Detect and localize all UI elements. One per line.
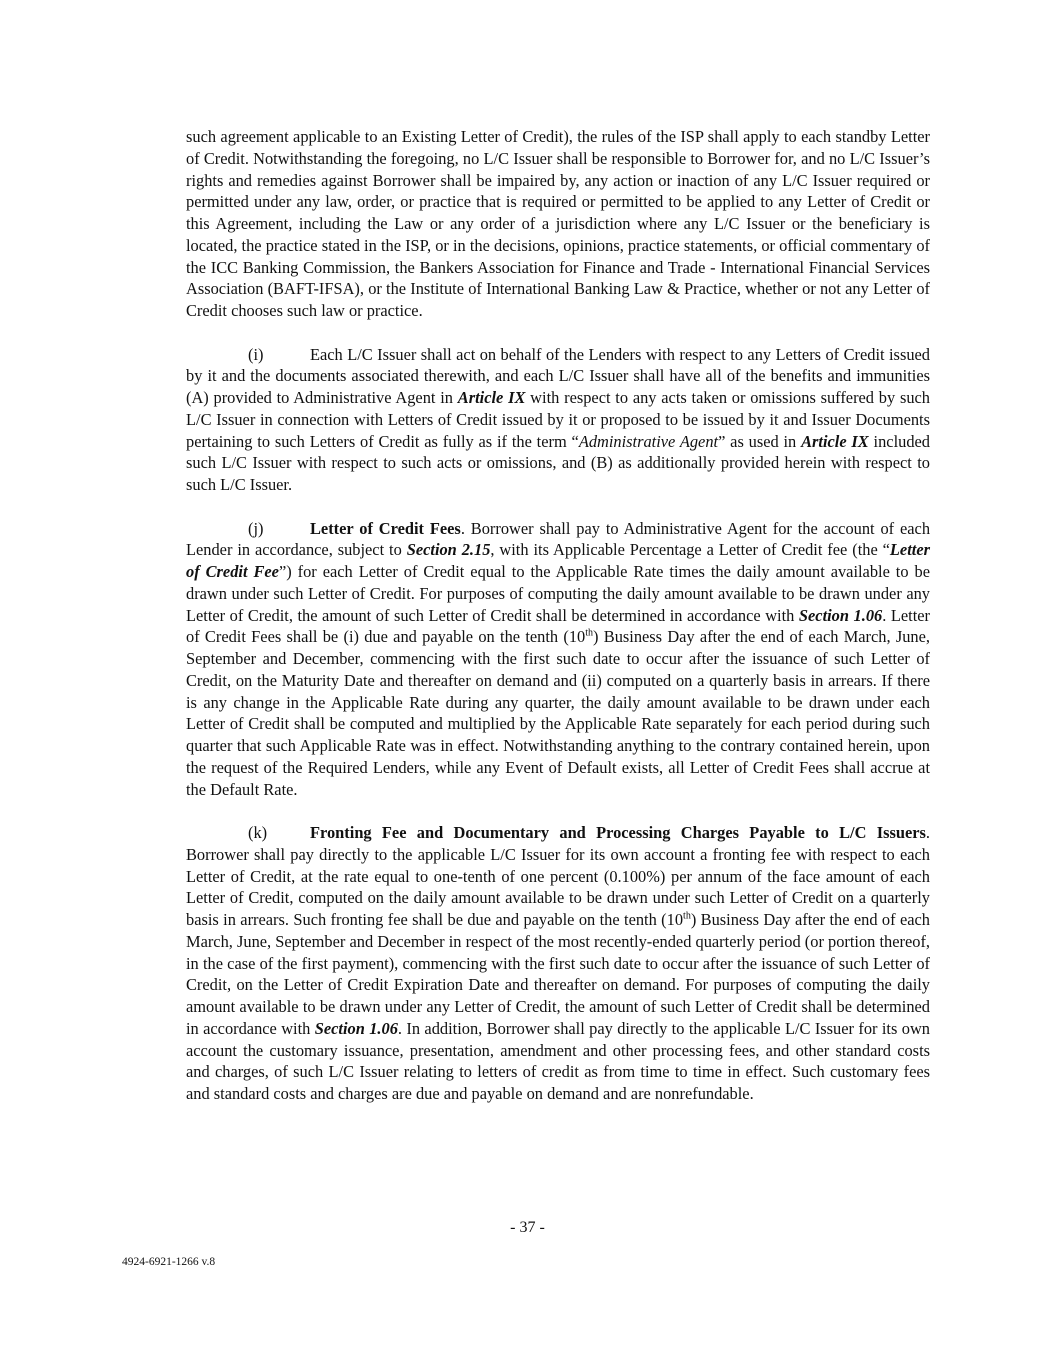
- ordinal-superscript: th: [585, 627, 594, 639]
- paragraph-k-text: . In addition, Borrower shall pay directly to the applicable L/C Issuer for its own account the customary issuance, presentation, amendment and other processing fees, and other standard costs and charges, of such L/C Issuer relating to letters of credit as from time to time in effect. Such customary fees and standard costs and charges are due and payable on demand and are nonrefundable.: [186, 1018, 930, 1103]
- paragraph-i-text: included such L/C Issuer with respect to such acts or omissions, and (B) as additionally provided herein with respect to such L/C Issuer.: [186, 431, 930, 494]
- paragraph-continuation: such agreement applicable to an Existing Letter of Credit), the rules of the ISP shall apply to each standby Letter of Credit. Notwithstanding the foregoing, no L/C Issuer shall be responsible to Borrower for, and no L/C Issuer’s rights and remedies against Borrower shall be impaired by, any action or inaction of any L/C Issuer required or permitted under any law, order, or practice that is required or permitted to be applied to any Letter of Credit or this Agreement, including the Law or any order of a jurisdiction where any L/C Issuer or the beneficiary is located, the practice stated in the ISP, or in the decisions, opinions, practice statements, or official commentary of the ICC Banking Commission, the Bankers Association for Finance and Trade - International Financial Services Association (BAFT-IFSA), or the Institute of International Banking Law & Practice, whether or not any Letter of Credit chooses such law or practice.: [186, 127, 930, 320]
- paragraph-j-text: . Borrower shall pay to Administrative Agent for the account of each Lender in accordance, subject to: [186, 518, 931, 560]
- paragraph-j-text: ”) for each Letter of Credit equal to the Applicable Rate times the daily amount available to be drawn under such Letter of Credit. For purposes of computing the daily amount available to be drawn under any Letter of Credit, the amount of such Letter of Credit shall be determined in accordance with: [186, 562, 930, 625]
- paragraph-i-text: with respect to any acts taken or omissions suffered by such L/C Issuer in connection with Letters of Credit issued by it or proposed to be issued by it and Issuer Documents pertaining to such Letters of Credit as fully as if the term “: [186, 388, 930, 451]
- section-reference: Section 2.15: [406, 540, 491, 560]
- paragraph-j-text: ) Business Day after the end of each March, June, September and December, commencing with the first such date to occur after the issuance of such Letter of Credit, on the Maturity Date and thereafter on demand and (ii) computed on a quarterly basis in arrears. If there is any change in the Applicable Rate during any quarter, the daily amount available to be drawn under each Letter of Credit shall be computed and multiplied by the Applicable Rate separately for each period during such quarter that such Applicable Rate was in effect. Notwithstanding anything to the contrary contained herein, upon the request of the Required Lenders, while any Event of Default exists, all Letter of Credit Fees shall accrue at the Default Rate.: [186, 627, 930, 799]
- paragraph-i-text: Each L/C Issuer shall act on behalf of the Lenders with respect to any Letters of Credit issued by it and the documents associated therewith, and each L/C Issuer shall have all of the benefits and immunities (A) provided to Administrative Agent in: [186, 344, 930, 407]
- paragraph-j-label: (j): [248, 518, 264, 538]
- page-number: - 37 -: [510, 1219, 545, 1236]
- section-reference: Section 1.06: [798, 605, 883, 625]
- paragraph-i-label: (i): [248, 344, 264, 364]
- section-reference: Section 1.06: [314, 1018, 398, 1038]
- defined-term: Administrative Agent: [578, 431, 719, 451]
- paragraph-j-text: . Letter of Credit Fees shall be (i) due and payable on the tenth (10: [186, 605, 930, 647]
- article-reference: Article IX: [457, 388, 526, 407]
- defined-term: Letter of Credit Fee: [186, 540, 930, 581]
- paragraph-k-text: ) Business Day after the end of each March, June, September and December in respect of the most recently-ended quarterly period (or portion thereof, in the case of the first payment), commencing with the first such date to occur after the issuance of such Letter of Credit, on the Letter of Credit Expiration Date and thereafter on demand. For purposes of computing the daily amount available to be drawn under any Letter of Credit, the amount of such Letter of Credit shall be determined in accordance with: [186, 910, 931, 1038]
- paragraph-k-label: (k): [248, 823, 268, 842]
- paragraph-j-text: , with its Applicable Percentage a Letter of Credit fee (the “: [490, 540, 890, 560]
- paragraph-k-text: . Borrower shall pay directly to the applicable L/C Issuer for its own account a fronting fee with respect to each Letter of Credit, at the rate equal to one-tenth of one percent (0.100%) per annum of the face amount of each Letter of Credit, computed on the daily amount available to be drawn under such Letter of Credit on a quarterly basis in arrears. Such fronting fee shall be due and payable on the tenth (10: [186, 823, 930, 929]
- paragraph-i: [186, 344, 930, 496]
- paragraph-i-text: ” as used in: [718, 431, 802, 451]
- paragraph-j: [186, 518, 930, 801]
- article-reference: Article IX: [801, 431, 869, 451]
- paragraph-j-heading: Letter of Credit Fees: [310, 518, 461, 538]
- paragraph-k-heading: Fronting Fee and Documentary and Processing Charges Payable to L/C Issuers: [310, 823, 926, 842]
- ordinal-superscript: th: [683, 910, 691, 922]
- document-id-footer: 4924-6921-1266 v.8: [122, 1256, 216, 1268]
- paragraph-k: [186, 822, 930, 1105]
- document-body: [186, 126, 930, 1105]
